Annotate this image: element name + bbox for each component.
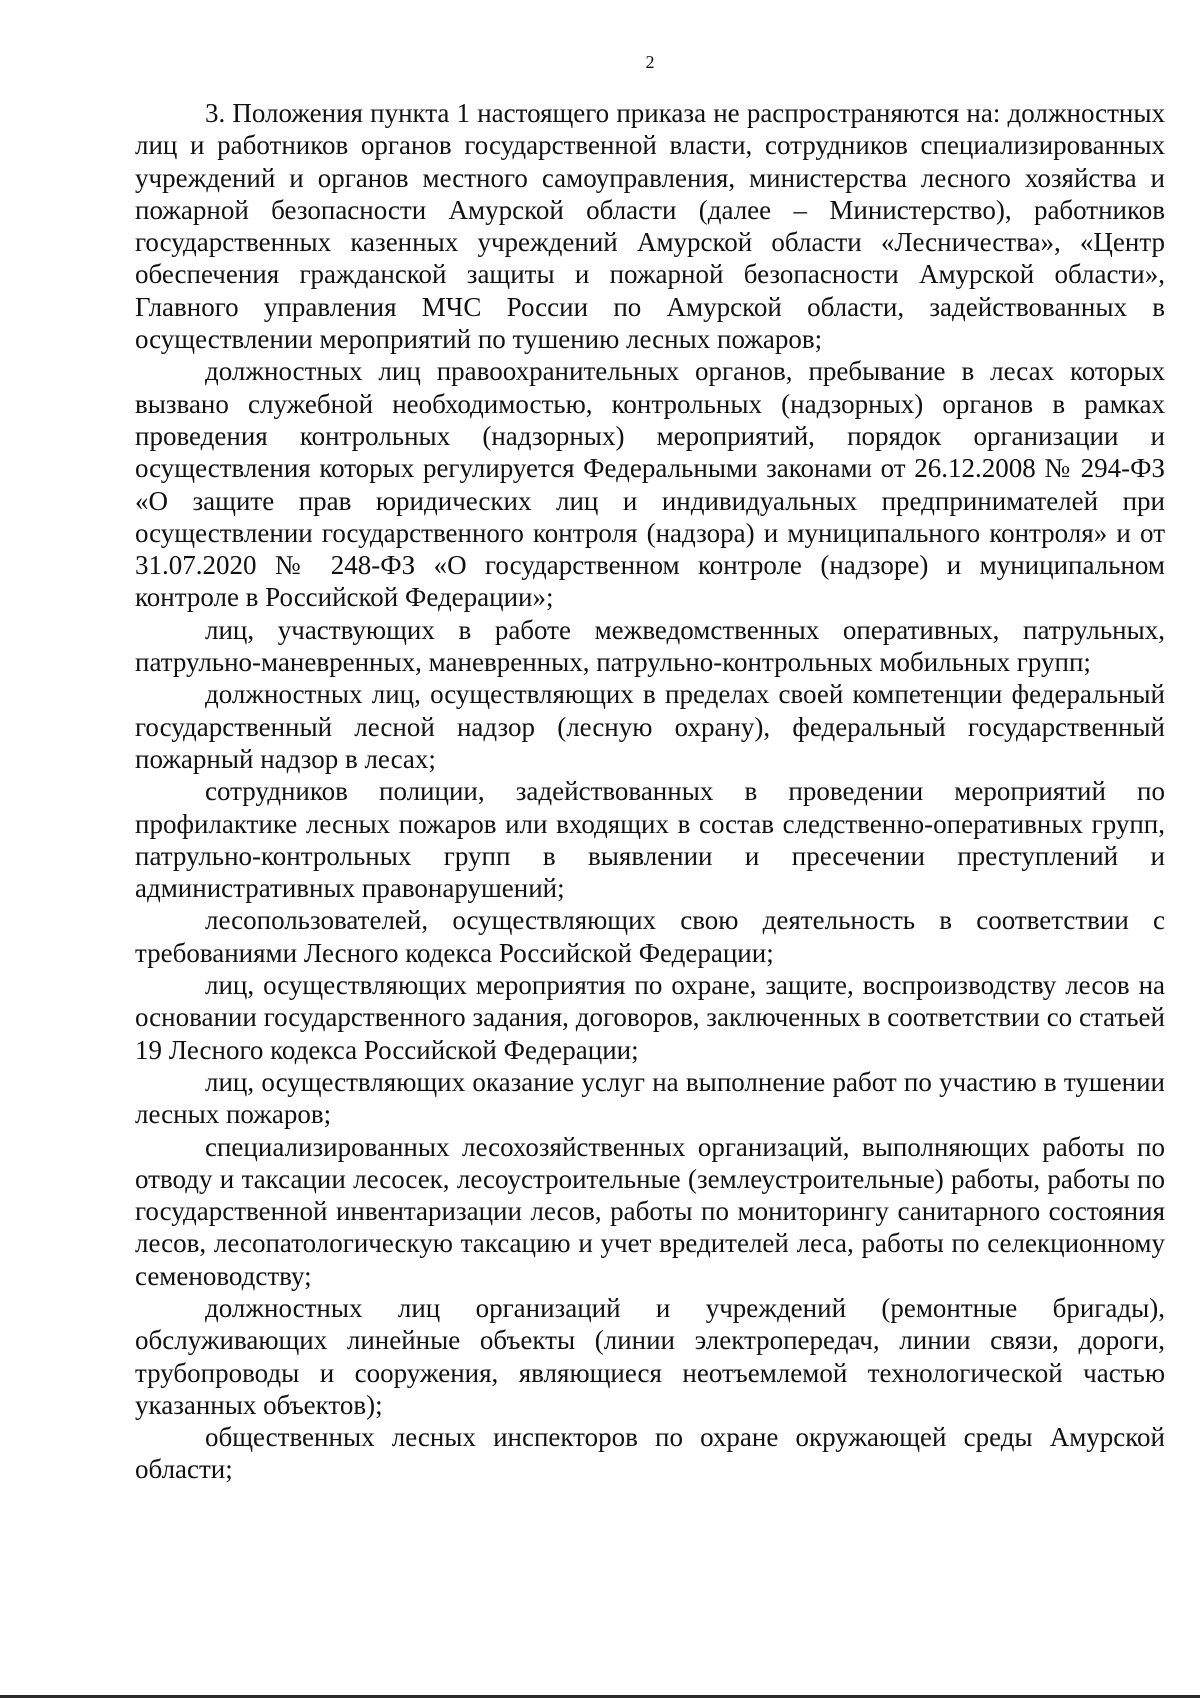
paragraph-forest-protection-persons: лиц, осуществляющих мероприятия по охране, защите, воспроизводству лесов на основании государственного задания, договоров, заключенных в соответствии со статьей 19 Лесного кодекса Российской Федерации; (135, 970, 1165, 1065)
paragraph-forest-supervision-officials: должностных лиц, осуществляющих в пределах своей компетенции федеральный государственный лесной надзор (лесную охрану), федеральный государственный пожарный надзор в лесах; (135, 679, 1165, 774)
page-number: 2 (645, 52, 655, 72)
paragraph-exemptions-intro: 3. Положения пункта 1 настоящего приказа не распространяются на: должностных лиц и работников органов государственной власти, сотрудников специализированных учреждений и органов местного самоуправления, министерства лесного хозяйства и пожарной безопасности Амурской области (далее – Министерство), работников государственных казенных учреждений Амурской области «Лесничества», «Центр обеспечения гражданской защиты и пожарной безопасности Амурской области», Главного управления МЧС России по Амурской области, задействованных в осуществлении мероприятий по тушению лесных пожаров; (135, 98, 1165, 355)
paragraph-forestry-organizations: специализированных лесохозяйственных организаций, выполняющих работы по отводу и таксации лесосек, лесоустроительные (землеустроительные) работы, работы по государственной инвентаризации лесов, работы по мониторингу санитарного состояния лесов, лесопатологическую таксацию и учет вредителей леса, работы по селекционному семеноводству; (135, 1131, 1165, 1291)
paragraph-patrol-groups: лиц, участвующих в работе межведомственных оперативных, патрульных, патрульно-маневренных, маневренных, патрульно-контрольных мобильных групп; (135, 614, 1165, 678)
document-body (135, 97, 1165, 1486)
paragraph-law-enforcement-officials: должностных лиц правоохранительных органов, пребывание в лесах которых вызвано служебной необходимостью, контрольных (надзорных) органов в рамках проведения контрольных (надзорных) мероприятий, порядок организации и осуществления которых регулируется Федеральными законами от 26.12.2008 № 294-ФЗ «О защите прав юридических лиц и индивидуальных предпринимателей при осуществлении государственного контроля (надзора) и муниципального контроля» и от 31.07.2020 № 248-ФЗ «О государственном контроле (надзоре) и муниципальном контроле в Российской Федерации»; (135, 356, 1165, 613)
paragraph-police-officers: сотрудников полиции, задействованных в проведении мероприятий по профилактике лесных пожаров или входящих в состав следственно-оперативных групп, патрульно-контрольных групп в выявлении и пресечении преступлений и административных правонарушений; (135, 776, 1165, 904)
paragraph-forest-users: лесопользователей, осуществляющих свою деятельность в соответствии с требованиями Лесного кодекса Российской Федерации; (135, 905, 1165, 968)
paragraph-linear-object-maintenance: должностных лиц организаций и учреждений (ремонтные бригады), обслуживающих линейные объекты (линии электропередач, линии связи, дороги, трубопроводы и сооружения, являющиеся неотъемлемой технологической частью указанных объектов); (135, 1292, 1165, 1420)
paragraph-public-forest-inspectors: общественных лесных инспекторов по охране окружающей среды Амурской области; (135, 1422, 1165, 1485)
paragraph-firefighting-service-providers: лиц, осуществляющих оказание услуг на выполнение работ по участию в тушении лесных пожаров; (135, 1066, 1165, 1130)
